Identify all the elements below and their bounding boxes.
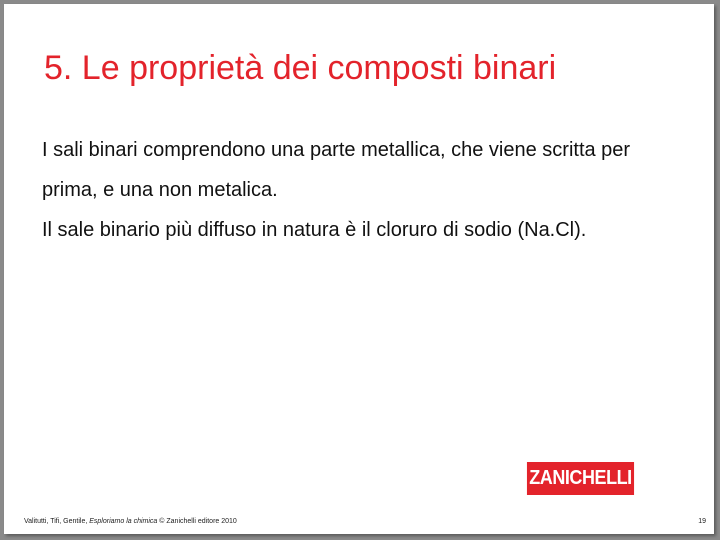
zanichelli-logo: ZANICHELLI	[527, 462, 634, 495]
body-paragraph: I sali binari comprendono una parte metallica, che viene scritta per prima, e una non metalica.	[42, 139, 631, 201]
page-number: 19	[698, 518, 706, 525]
footer-publisher: © Zanichelli editore 2010	[157, 518, 237, 525]
slide-title: 5. Le proprietà dei composti binari	[44, 49, 557, 87]
footer-credit	[24, 518, 237, 525]
body-paragraph: Il sale binario più diffuso in natura è il cloruro di sodio (Na.Cl).	[42, 219, 587, 241]
slide	[4, 4, 714, 534]
footer-book-title: Esploriamo la chimica	[89, 518, 158, 525]
footer-authors: Valitutti, Tifi, Gentile,	[24, 518, 90, 525]
slide-body	[42, 130, 682, 250]
